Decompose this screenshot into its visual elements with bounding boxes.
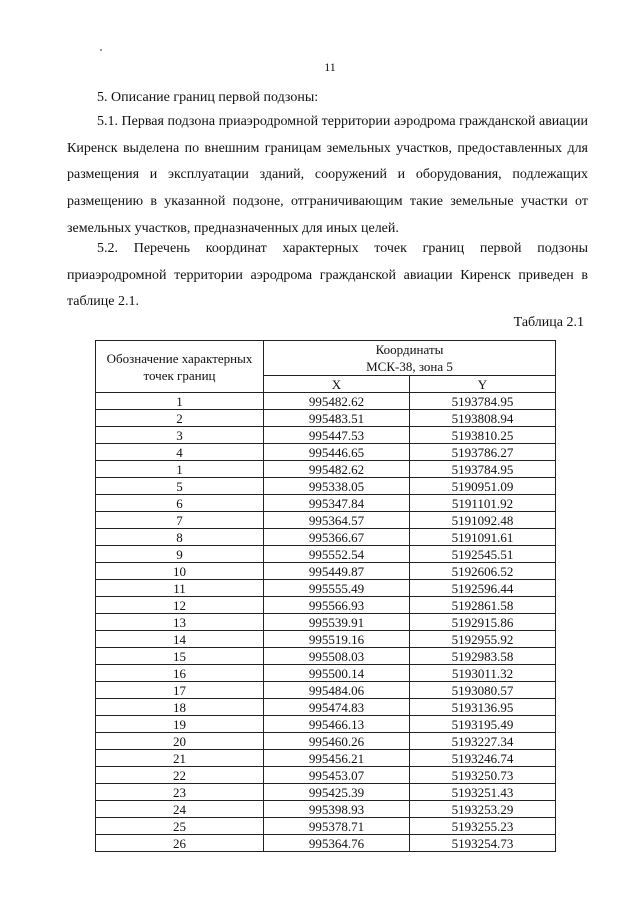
table-row <box>96 614 556 631</box>
table-row <box>96 699 556 716</box>
cell-point: 24 <box>96 801 264 818</box>
table-row <box>96 750 556 767</box>
cell-x: 995447.53 <box>264 427 410 444</box>
cell-x: 995566.93 <box>264 597 410 614</box>
cell-x: 995364.57 <box>264 512 410 529</box>
table-row <box>96 648 556 665</box>
cell-point: 19 <box>96 716 264 733</box>
cell-y: 5193810.25 <box>410 427 556 444</box>
cell-x: 995366.67 <box>264 529 410 546</box>
cell-y: 5193250.73 <box>410 767 556 784</box>
cell-point: 10 <box>96 563 264 580</box>
header-coordinates-title: Координаты <box>375 342 444 357</box>
cell-point: 16 <box>96 665 264 682</box>
header-x: X <box>264 376 410 393</box>
cell-y: 5193011.32 <box>410 665 556 682</box>
cell-y: 5192861.58 <box>410 597 556 614</box>
cell-y: 5192596.44 <box>410 580 556 597</box>
cell-point: 26 <box>96 835 264 852</box>
cell-point: 17 <box>96 682 264 699</box>
cell-y: 5191101.92 <box>410 495 556 512</box>
cell-y: 5192606.52 <box>410 563 556 580</box>
table-row <box>96 631 556 648</box>
cell-y: 5193786.27 <box>410 444 556 461</box>
cell-point: 14 <box>96 631 264 648</box>
table-row <box>96 767 556 784</box>
cell-x: 995555.49 <box>264 580 410 597</box>
table-row <box>96 716 556 733</box>
cell-y: 5193246.74 <box>410 750 556 767</box>
header-coordinate-system: МСК-38, зона 5 <box>366 359 453 374</box>
cell-y: 5192545.51 <box>410 546 556 563</box>
cell-x: 995446.65 <box>264 444 410 461</box>
cell-point: 8 <box>96 529 264 546</box>
table-row <box>96 784 556 801</box>
cell-point: 3 <box>96 427 264 444</box>
table-row <box>96 563 556 580</box>
cell-x: 995500.14 <box>264 665 410 682</box>
cell-x: 995425.39 <box>264 784 410 801</box>
cell-point: 18 <box>96 699 264 716</box>
cell-x: 995552.54 <box>264 546 410 563</box>
cell-x: 995466.13 <box>264 716 410 733</box>
cell-y: 5193784.95 <box>410 393 556 410</box>
table-row <box>96 733 556 750</box>
table-row <box>96 546 556 563</box>
cell-x: 995364.76 <box>264 835 410 852</box>
cell-point: 12 <box>96 597 264 614</box>
table-body <box>96 393 556 852</box>
paragraph-5-1: 5.1. Первая подзона приаэродромной территории аэродрома гражданской авиации Киренск выделена по внешним границам земельных участков, предоставленных для размещения и эксплуатации зданий, сооружений и оборудования, подлежащих размещению в указанной подзоне, отграничивающим такие земельные участки от земельных участков, предназначенных для иных целей. <box>67 114 588 236</box>
cell-point: 23 <box>96 784 264 801</box>
cell-y: 5193784.95 <box>410 461 556 478</box>
table-row <box>96 444 556 461</box>
cell-y: 5191091.61 <box>410 529 556 546</box>
cell-point: 21 <box>96 750 264 767</box>
cell-x: 995453.07 <box>264 767 410 784</box>
table-row <box>96 410 556 427</box>
cell-x: 995398.93 <box>264 801 410 818</box>
cell-y: 5193254.73 <box>410 835 556 852</box>
cell-y: 5193251.43 <box>410 784 556 801</box>
table-row <box>96 818 556 835</box>
table-row <box>96 580 556 597</box>
cell-point: 9 <box>96 546 264 563</box>
table-row <box>96 665 556 682</box>
cell-x: 995456.21 <box>264 750 410 767</box>
cell-x: 995539.91 <box>264 614 410 631</box>
cell-y: 5193080.57 <box>410 682 556 699</box>
scan-speck <box>100 49 102 51</box>
cell-x: 995474.83 <box>264 699 410 716</box>
cell-x: 995449.87 <box>264 563 410 580</box>
paragraph-5-2: 5.2. Перечень координат характерных точек границ первой подзоны приаэродромной территории аэродрома гражданской авиации Киренск приведен в таблице 2.1. <box>67 241 588 310</box>
table-caption: Таблица 2.1 <box>513 315 584 330</box>
cell-x: 995460.26 <box>264 733 410 750</box>
cell-y: 5193227.34 <box>410 733 556 750</box>
cell-point: 4 <box>96 444 264 461</box>
cell-x: 995338.05 <box>264 478 410 495</box>
section-heading: 5. Описание границ первой подзоны: <box>97 90 319 105</box>
cell-point: 11 <box>96 580 264 597</box>
cell-y: 5193255.23 <box>410 818 556 835</box>
cell-point: 15 <box>96 648 264 665</box>
table-row <box>96 461 556 478</box>
cell-x: 995482.62 <box>264 461 410 478</box>
cell-point: 7 <box>96 512 264 529</box>
cell-x: 995483.51 <box>264 410 410 427</box>
cell-x: 995347.84 <box>264 495 410 512</box>
cell-y: 5190951.09 <box>410 478 556 495</box>
cell-y: 5193808.94 <box>410 410 556 427</box>
header-y: Y <box>410 376 556 393</box>
cell-y: 5193195.49 <box>410 716 556 733</box>
cell-x: 995484.06 <box>264 682 410 699</box>
cell-x: 995519.16 <box>264 631 410 648</box>
table-row <box>96 682 556 699</box>
cell-y: 5193253.29 <box>410 801 556 818</box>
cell-point: 20 <box>96 733 264 750</box>
header-point-designation: Обозначение характерных точек границ <box>96 341 264 393</box>
coordinates-table <box>95 340 556 852</box>
table-row <box>96 801 556 818</box>
cell-point: 1 <box>96 461 264 478</box>
cell-y: 5193136.95 <box>410 699 556 716</box>
table-row <box>96 478 556 495</box>
table-row <box>96 597 556 614</box>
cell-y: 5191092.48 <box>410 512 556 529</box>
header-coordinates <box>264 341 556 376</box>
cell-point: 6 <box>96 495 264 512</box>
cell-point: 1 <box>96 393 264 410</box>
cell-point: 25 <box>96 818 264 835</box>
table-row <box>96 512 556 529</box>
table-row <box>96 495 556 512</box>
cell-point: 13 <box>96 614 264 631</box>
cell-x: 995378.71 <box>264 818 410 835</box>
page-number: 11 <box>324 60 336 74</box>
cell-y: 5192915.86 <box>410 614 556 631</box>
cell-x: 995508.03 <box>264 648 410 665</box>
table-row <box>96 835 556 852</box>
cell-point: 5 <box>96 478 264 495</box>
cell-point: 2 <box>96 410 264 427</box>
cell-y: 5192955.92 <box>410 631 556 648</box>
cell-point: 22 <box>96 767 264 784</box>
table-row <box>96 427 556 444</box>
table-row <box>96 529 556 546</box>
table-row <box>96 393 556 410</box>
cell-y: 5192983.58 <box>410 648 556 665</box>
cell-x: 995482.62 <box>264 393 410 410</box>
